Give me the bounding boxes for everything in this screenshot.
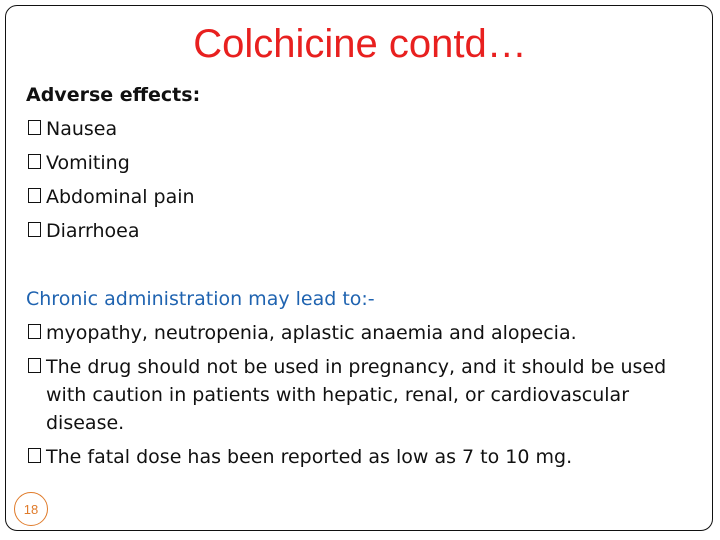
list-item-text: The drug should not be used in pregnancy, and it should be used with caution in patients with hepatic, renal, or cardiovascular disease.: [46, 356, 667, 434]
checkbox-bullet-icon: [28, 154, 41, 169]
list-item: [26, 180, 696, 214]
slide-title: Colchicine contd…: [193, 22, 527, 66]
list-item-text: Nausea: [46, 118, 118, 140]
list-item: [26, 350, 696, 440]
checkbox-bullet-icon: [28, 448, 41, 463]
list-item: [26, 112, 696, 146]
list-item: [26, 146, 696, 180]
list-item-text: Abdominal pain: [46, 186, 195, 208]
list-item-text: Vomiting: [46, 152, 130, 174]
checkbox-bullet-icon: [28, 358, 41, 373]
list-item: [26, 440, 696, 474]
chronic-administration-heading: Chronic administration may lead to:-: [26, 288, 375, 310]
checkbox-bullet-icon: [28, 120, 41, 135]
checkbox-bullet-icon: [28, 324, 41, 339]
list-item-text: The fatal dose has been reported as low as 7 to 10 mg.: [46, 446, 573, 468]
adverse-effects-heading: Adverse effects:: [26, 84, 201, 106]
list-item: [26, 214, 696, 248]
spacer: [26, 248, 696, 282]
checkbox-bullet-icon: [28, 222, 41, 237]
page-number-badge: 18: [14, 492, 48, 526]
list-item-text: myopathy, neutropenia, aplastic anaemia and alopecia.: [46, 322, 577, 344]
list-item-text: Diarrhoea: [46, 220, 140, 242]
list-item: [26, 316, 696, 350]
slide-content: [26, 78, 696, 474]
checkbox-bullet-icon: [28, 188, 41, 203]
